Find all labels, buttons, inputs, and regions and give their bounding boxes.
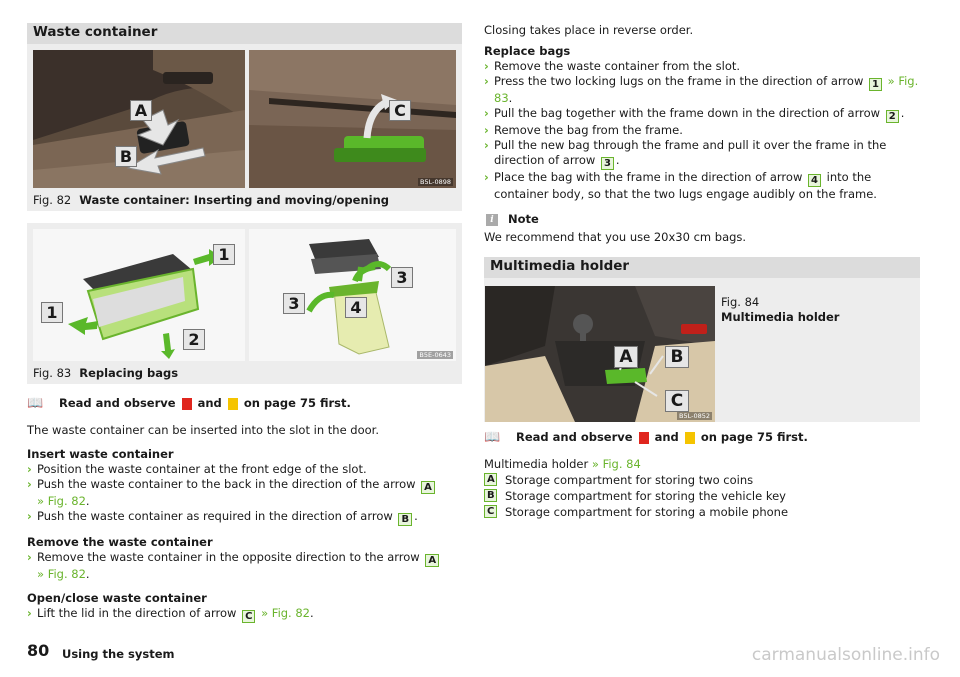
key-3: 3 <box>601 157 614 170</box>
fig82-number: Fig. 82 <box>33 193 72 207</box>
replace-step-5: › Pull the new bag through the frame and pull it over the frame in the direction of arrow 3 . <box>484 138 887 169</box>
figure-83 <box>27 223 462 384</box>
openclose-step-1: › Lift the lid in the direction of arrow C » Fig. 82. <box>27 606 314 622</box>
fig84-label-b: B <box>665 346 689 368</box>
legend-item: A Storage compartment for storing two coins <box>484 473 920 488</box>
insert-step-3: › Push the waste container as required in the direction of arrow B . <box>27 509 418 525</box>
fig82-code: B5L-0898 <box>420 178 451 186</box>
waste-container-open-illustration <box>249 50 456 188</box>
link-fig-84[interactable]: » Fig. 84 <box>591 457 641 471</box>
fig83-label-3-left: 3 <box>283 293 305 314</box>
replace-step-3: › Pull the bag together with the frame down in the direction of arrow 2 . <box>484 106 905 122</box>
section-title-waste-container: Waste container <box>27 23 462 44</box>
right-column <box>484 23 920 520</box>
fig83-label-1-left: 1 <box>41 302 63 323</box>
fig82-label-c: C <box>389 100 411 121</box>
fig82-photo-left <box>33 50 245 188</box>
key-a: A <box>421 481 435 494</box>
read-observe-left <box>27 396 462 411</box>
fig83-title: Replacing bags <box>79 366 179 380</box>
read-observe-suffix: on page 75 first. <box>243 396 351 410</box>
fig82-title: Waste container: Inserting and moving/opening <box>79 193 390 207</box>
insert-heading: Insert waste container <box>27 447 174 461</box>
left-column <box>27 23 462 623</box>
insert-step-1: › Position the waste container at the front edge of the slot. <box>27 462 367 476</box>
note-heading: i Note <box>484 212 920 227</box>
fig83-photo-left <box>33 229 245 361</box>
figure-84 <box>484 278 920 422</box>
warning-red-icon <box>639 432 649 444</box>
fig82-label-a: A <box>130 100 152 121</box>
book-icon: 📖 <box>27 396 44 411</box>
key-1: 1 <box>869 78 882 91</box>
chapter-label: Using the system <box>62 647 175 661</box>
read-observe-and: and <box>197 396 222 410</box>
holder-label: Multimedia holder » Fig. 84 <box>484 457 641 471</box>
fig83-number: Fig. 83 <box>33 366 72 380</box>
fig82-label-b: B <box>115 146 137 167</box>
warning-yellow-icon <box>685 432 695 444</box>
replace-step-1: › Remove the waste container from the slot. <box>484 59 741 73</box>
fig83-label-2: 2 <box>183 329 205 350</box>
figure-82 <box>27 44 462 211</box>
legend-item: C Storage compartment for storing a mobile phone <box>484 505 920 520</box>
fig83-caption <box>33 361 456 384</box>
remove-heading: Remove the waste container <box>27 535 213 549</box>
insert-step-2: › Push the waste container to the back in the direction of the arrow A » Fig. 82. <box>27 477 462 509</box>
link-fig-83[interactable]: » Fig. 83 <box>494 74 919 105</box>
replace-heading: Replace bags <box>484 44 571 58</box>
fig84-label-c: C <box>665 390 689 412</box>
link-fig-82[interactable]: » Fig. 82 <box>37 494 86 508</box>
note-text: We recommend that you use 20x30 cm bags. <box>484 230 747 244</box>
fig84-code: B5L-0852 <box>679 412 710 420</box>
warning-red-icon <box>182 398 192 410</box>
holder-legend <box>484 473 920 520</box>
intro-text: The waste container can be inserted into the slot in the door. <box>27 423 380 437</box>
remove-step-1: › Remove the waste container in the opposite direction to the arrow A » Fig. 82. <box>27 550 462 582</box>
key-a: A <box>484 473 497 486</box>
replace-step-2: › Press the two locking lugs on the frame in the direction of arrow 1 » Fig. 83. <box>484 74 919 105</box>
page-number: 80 <box>27 641 50 660</box>
key-b: B <box>398 513 412 526</box>
fig83-code: B5E-0643 <box>419 351 451 359</box>
fig83-label-3-right: 3 <box>391 267 413 288</box>
replace-step-6: › Place the bag with the frame in the direction of arrow 4 into the container body, so that the two lugs engage audibly on the frame. <box>484 170 877 201</box>
book-icon: 📖 <box>484 430 501 445</box>
key-b: B <box>484 489 497 502</box>
fig83-label-1-top: 1 <box>213 244 235 265</box>
openclose-heading: Open/close waste container <box>27 591 207 605</box>
fig83-label-4: 4 <box>345 297 367 318</box>
key-c: C <box>242 610 255 623</box>
link-fig-82[interactable]: » Fig. 82 <box>261 606 311 620</box>
fig84-caption <box>715 286 839 422</box>
fig83-photo-right <box>249 229 456 361</box>
new-bag-illustration <box>249 229 456 361</box>
section-title-multimedia-holder: Multimedia holder <box>484 257 920 278</box>
key-4: 4 <box>808 174 821 187</box>
watermark: carmanualsonline.info <box>751 645 940 665</box>
read-observe-right: 📖 Read and observe and on page 75 first. <box>484 430 808 445</box>
closing-text: Closing takes place in reverse order. <box>484 23 694 37</box>
replace-step-4: › Remove the bag from the frame. <box>484 123 683 137</box>
fig82-photo-right <box>249 50 456 188</box>
key-a: A <box>425 554 439 567</box>
fig84-number: Fig. 84 <box>721 295 760 309</box>
fig82-caption <box>33 188 456 211</box>
fig84-photo <box>485 286 715 422</box>
read-observe-prefix: Read and observe <box>59 396 176 410</box>
key-2: 2 <box>886 110 899 123</box>
warning-yellow-icon <box>228 398 238 410</box>
link-fig-82[interactable]: » Fig. 82 <box>37 567 86 581</box>
key-c: C <box>484 505 497 518</box>
fig84-title: Multimedia holder <box>721 310 840 324</box>
info-icon: i <box>486 214 498 226</box>
legend-item: B Storage compartment for storing the vehicle key <box>484 489 920 504</box>
fig84-label-a: A <box>614 346 638 368</box>
